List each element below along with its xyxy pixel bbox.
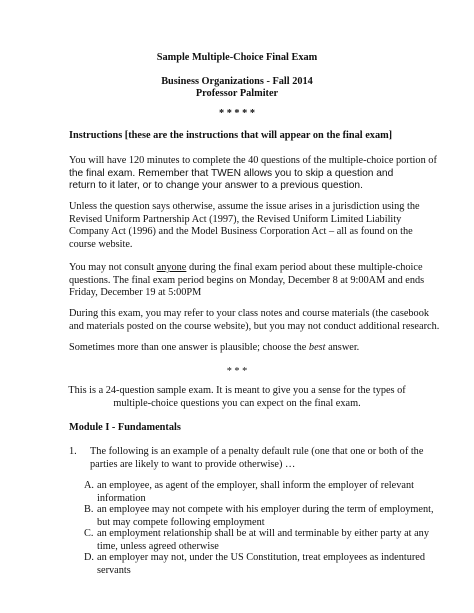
header-stars: * * * * *: [218, 108, 256, 119]
option-c[interactable]: [97, 528, 429, 553]
text-line: You will have 120 minutes to complete the 40 questions of the multiple-choice portion of: [69, 155, 437, 166]
text-span: answer.: [325, 342, 360, 353]
text-line: an employment relationship shall be at will and terminable by either party at any: [97, 528, 429, 539]
text-line: information: [97, 492, 146, 504]
text-line: parties are likely to want to provide otherwise) …: [90, 458, 296, 470]
paragraph-materials: [69, 308, 439, 333]
text-line: an employee, as agent of the employer, shall inform the employer of relevant: [97, 480, 414, 491]
text-line: time, unless agreed otherwise: [97, 540, 219, 552]
text-span: during the final exam period about these multiple-choice: [186, 262, 423, 273]
text-span: Sometimes more than one answer is plausible; choose the: [69, 342, 309, 353]
question-number: 1.: [69, 446, 77, 457]
text-line: but may compete following employment: [97, 516, 265, 528]
text-line: and materials posted on the course website), but you may not conduct additional research.: [69, 320, 440, 332]
option-b[interactable]: [97, 504, 434, 529]
text-line: Revised Uniform Partnership Act (1997), the Revised Uniform Limited Liability: [69, 213, 402, 225]
text-line: Company Act (1996) and the Model Business Corporation Act – all as found on the: [69, 226, 413, 238]
paragraph-jurisdiction: [69, 201, 420, 251]
option-d[interactable]: [97, 552, 425, 577]
question-text: [90, 446, 423, 471]
text-line: return to it later, or to change your answer to a previous question.: [69, 180, 363, 192]
text-span: You may not consult: [69, 262, 157, 273]
module-heading: Module I - Fundamentals: [69, 422, 181, 433]
instructions-heading: Instructions [these are the instructions that will appear on the final exam]: [69, 130, 393, 141]
paragraph-consultation: [69, 262, 424, 300]
text-line: an employer may not, under the US Constitution, treat employees as indentured: [97, 552, 425, 563]
exam-title: Sample Multiple-Choice Final Exam: [156, 52, 318, 63]
text-line: [69, 262, 424, 275]
emphasized-word: best: [308, 342, 326, 353]
text-line: Friday, December 19 at 5:00PM: [69, 287, 202, 299]
option-a[interactable]: [97, 480, 414, 505]
paragraph-best-answer: [69, 342, 359, 355]
option-letter: A.: [84, 480, 95, 491]
option-letter: B.: [84, 504, 94, 515]
option-letter: C.: [84, 528, 94, 539]
course-name: Business Organizations - Fall 2014: [161, 76, 313, 87]
text-line: The following is an example of a penalty default rule (one that one or both of the: [90, 446, 424, 457]
text-line: the final exam. Remember that TWEN allows you to skip a question and: [69, 167, 394, 179]
text-line: servants: [97, 564, 131, 576]
professor-name: Professor Palmiter: [195, 88, 279, 99]
text-line: Unless the question says otherwise, assume the issue arises in a jurisdiction using the: [69, 201, 420, 212]
underlined-word: anyone: [156, 262, 187, 273]
section-divider: * * *: [226, 366, 248, 377]
text-line: course website.: [69, 238, 133, 250]
text-line: multiple-choice questions you can expect on the final exam.: [113, 397, 361, 409]
sample-intro: [0, 385, 474, 410]
paragraph-time: [69, 155, 437, 193]
text-line: This is a 24-question sample exam. It is meant to give you a sense for the types of: [68, 385, 406, 396]
text-line: an employee may not compete with his employer during the term of employment,: [97, 504, 434, 515]
option-letter: D.: [84, 552, 95, 563]
text-line: questions. The final exam period begins on Monday, December 8 at 9:00AM and ends: [69, 274, 425, 286]
text-line: During this exam, you may refer to your class notes and course materials (the casebook: [69, 308, 429, 319]
